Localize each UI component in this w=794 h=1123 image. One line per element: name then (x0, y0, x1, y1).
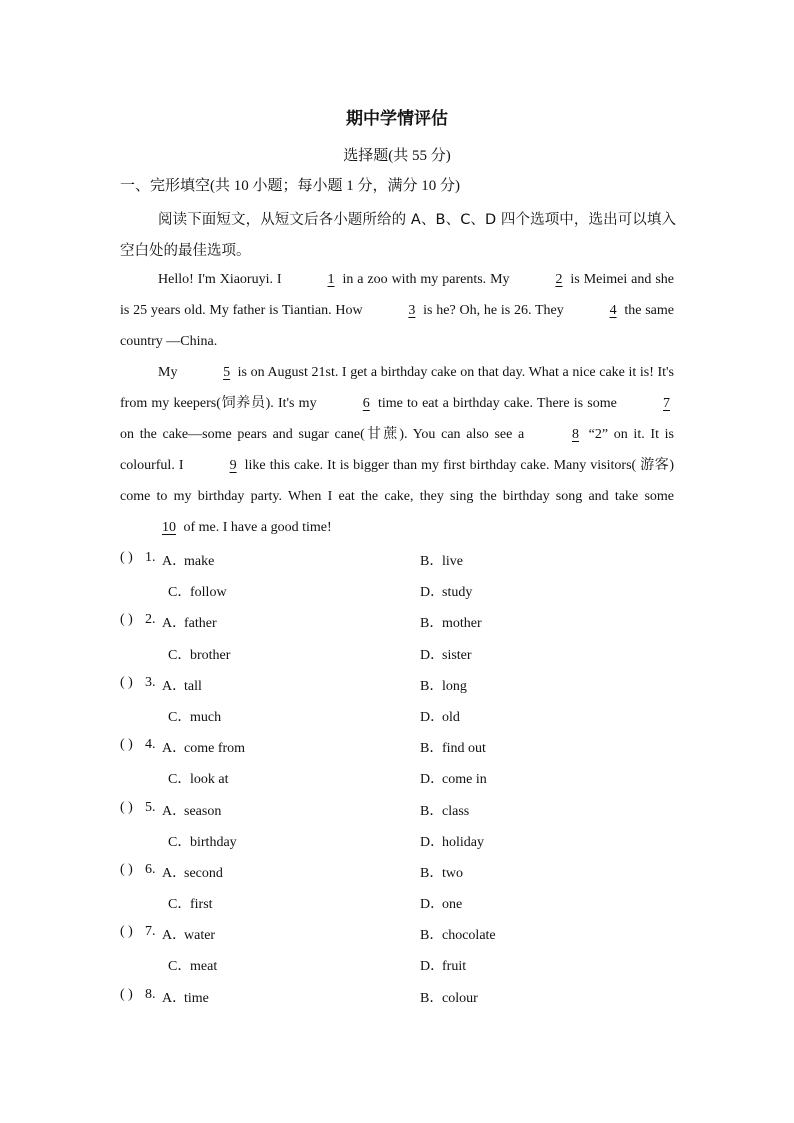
option-a (162, 675, 202, 695)
option-letter: A． (162, 990, 187, 1006)
passage-text: time to eat a birthday cake. There is some (373, 396, 621, 411)
option-d (420, 955, 466, 975)
option-a (162, 924, 215, 944)
option-b (420, 675, 467, 695)
option-letter: C． (168, 709, 192, 725)
passage-text: is he? Oh, he is 26. They (419, 303, 568, 318)
option-text: tall (184, 678, 202, 694)
option-letter: D． (420, 834, 445, 850)
blank-7: 7 (663, 396, 670, 411)
option-letter: A． (162, 928, 187, 944)
option-letter: B． (420, 865, 444, 881)
option-b (420, 862, 463, 882)
question-row-cd (120, 700, 680, 731)
option-text: old (442, 709, 460, 725)
question-row (120, 918, 680, 949)
option-b (420, 612, 482, 632)
question-row (120, 669, 680, 700)
option-text: look at (190, 772, 229, 788)
question-row (120, 606, 680, 637)
blank-9: 9 (229, 458, 237, 473)
question-row-cd (120, 825, 680, 856)
option-text: two (442, 865, 463, 881)
blank-5: 5 (223, 365, 231, 380)
option-letter: B． (420, 803, 444, 819)
option-c (168, 955, 217, 975)
option-text: father (184, 616, 217, 632)
option-b (420, 550, 463, 570)
answer-bracket[interactable]: ( ) (120, 674, 133, 690)
option-text: brother (190, 647, 231, 663)
question-number: 2. (145, 612, 156, 628)
option-text: come from (184, 741, 246, 757)
option-text: make (184, 554, 215, 569)
option-letter: A． (162, 741, 187, 757)
blank-10: 10 (162, 520, 176, 535)
passage-text: in a zoo with my parents. My (338, 272, 514, 287)
question-row-cd (120, 575, 680, 606)
question-row-cd (120, 887, 680, 918)
option-text: chocolate (442, 928, 496, 944)
option-letter: D． (420, 772, 445, 788)
blank-3: 3 (408, 303, 416, 318)
option-letter: A． (162, 554, 187, 569)
option-letter: B． (420, 616, 444, 632)
option-text: study (442, 585, 473, 601)
option-a (162, 612, 217, 632)
option-text: holiday (442, 834, 484, 850)
option-a (162, 800, 221, 820)
question-row (120, 731, 680, 762)
cloze-passage (120, 264, 674, 543)
option-a (162, 550, 214, 570)
option-c (168, 893, 213, 913)
option-letter: C． (168, 772, 192, 788)
blank-6: 6 (362, 396, 370, 411)
option-a (162, 737, 245, 757)
option-c (168, 831, 237, 851)
option-b (420, 800, 469, 820)
option-text: much (190, 709, 222, 725)
answer-bracket[interactable]: ( ) (120, 799, 133, 815)
option-text: season (184, 803, 222, 819)
option-letter: D． (420, 897, 445, 913)
passage-paragraph-1 (120, 264, 674, 357)
option-d (420, 644, 472, 664)
option-text: second (184, 865, 223, 881)
option-letter: C． (168, 897, 192, 913)
option-letter: B． (420, 928, 444, 944)
answer-bracket[interactable]: ( ) (120, 612, 133, 628)
passage-text: is Meimei and she is 25 years old. My father is Tiantian. How (120, 272, 674, 318)
question-number: 6. (145, 861, 156, 877)
question-row-cd (120, 949, 680, 980)
option-text: meat (190, 959, 218, 975)
answer-bracket[interactable]: ( ) (120, 861, 133, 877)
option-c (168, 706, 221, 726)
page-subtitle: 选择题(共 55 分) (343, 148, 451, 164)
option-text: mother (442, 616, 482, 632)
option-text: fruit (442, 959, 467, 975)
answer-bracket[interactable]: ( ) (120, 550, 133, 565)
option-text: water (184, 928, 216, 944)
question-row (120, 794, 680, 825)
option-d (420, 768, 487, 788)
option-c (168, 644, 230, 664)
option-letter: D． (420, 585, 445, 601)
option-d (420, 581, 472, 601)
blank-8: 8 (571, 427, 579, 442)
option-letter: C． (168, 585, 192, 601)
option-b (420, 737, 486, 757)
option-text: class (442, 803, 470, 819)
option-letter: A． (162, 678, 187, 694)
option-letter: C． (168, 834, 192, 850)
option-text: sister (442, 647, 472, 663)
option-letter: B． (420, 678, 444, 694)
blank-4: 4 (609, 303, 617, 318)
option-d (420, 893, 462, 913)
question-number: 4. (145, 737, 156, 753)
answer-bracket[interactable]: ( ) (120, 924, 133, 940)
option-letter: D． (420, 709, 445, 725)
option-a (162, 862, 223, 882)
passage-text: My (158, 365, 182, 380)
question-row (120, 856, 680, 887)
passage-text: the same country —China. (120, 303, 674, 349)
question-row (120, 544, 680, 575)
passage-paragraph-2 (120, 357, 674, 543)
option-text: one (442, 897, 463, 913)
question-row-cd (120, 638, 680, 669)
option-text: first (190, 897, 213, 913)
option-text: long (442, 678, 467, 694)
answer-bracket[interactable]: ( ) (120, 737, 133, 753)
option-text: follow (190, 585, 227, 601)
passage-text: Hello! I'm Xiaoruyi. I (158, 272, 286, 287)
answer-bracket[interactable]: ( ) (120, 986, 133, 1002)
option-letter: A． (162, 803, 187, 819)
passage-text: “2” on it. It is colourful. I (120, 427, 674, 473)
section-instructions: 阅读下面短文，从短文后各小题所给的 A、B、C、D 四个选项中，选出可以填入空白处的最佳选项。 (120, 212, 676, 259)
option-c (168, 768, 229, 788)
option-b (420, 924, 496, 944)
blank-1: 1 (327, 272, 335, 287)
option-text: birthday (190, 834, 237, 850)
option-text: time (184, 990, 209, 1006)
option-c (168, 581, 227, 601)
option-text: come in (442, 772, 487, 788)
passage-text: of me. I have a good time! (180, 520, 332, 535)
passage-text: like this cake. It is bigger than my first birthday cake. Many visitors( 游客) come to my birthday party. When I eat the cake, they sing the birthday song and take some (120, 458, 675, 504)
blank-2: 2 (555, 272, 563, 287)
question-row (120, 981, 680, 1012)
option-letter: D． (420, 647, 445, 663)
option-letter: B． (420, 741, 444, 757)
question-number: 3. (145, 674, 156, 690)
option-letter: A． (162, 616, 187, 632)
page-title: 期中学情评估 (346, 109, 448, 129)
option-text: find out (442, 741, 486, 757)
option-a (162, 987, 209, 1007)
question-list (120, 544, 680, 1012)
option-b (420, 987, 478, 1007)
question-number: 5. (145, 799, 156, 815)
option-text: live (442, 554, 463, 569)
option-d (420, 831, 484, 851)
question-number: 8. (145, 986, 156, 1002)
option-text: colour (442, 990, 478, 1006)
question-row-cd (120, 762, 680, 793)
option-letter: A． (162, 865, 187, 881)
passage-text: is on August 21st. I get a birthday cake on that day. What a nice cake it is! It's from my keepers(饲养员). It's my (120, 365, 675, 411)
question-number: 1. (145, 550, 156, 565)
option-letter: B． (420, 990, 444, 1006)
option-d (420, 706, 460, 726)
passage-text: on the cake—some pears and sugar cane(甘蔗). You can also see a (120, 427, 530, 442)
option-letter: D． (420, 959, 445, 975)
option-letter: C． (168, 647, 192, 663)
option-letter: B． (420, 554, 444, 569)
option-letter: C． (168, 959, 192, 975)
question-number: 7. (145, 924, 156, 940)
section-heading: 一、完形填空(共 10 小题；每小题 1 分，满分 10 分) (120, 178, 460, 194)
